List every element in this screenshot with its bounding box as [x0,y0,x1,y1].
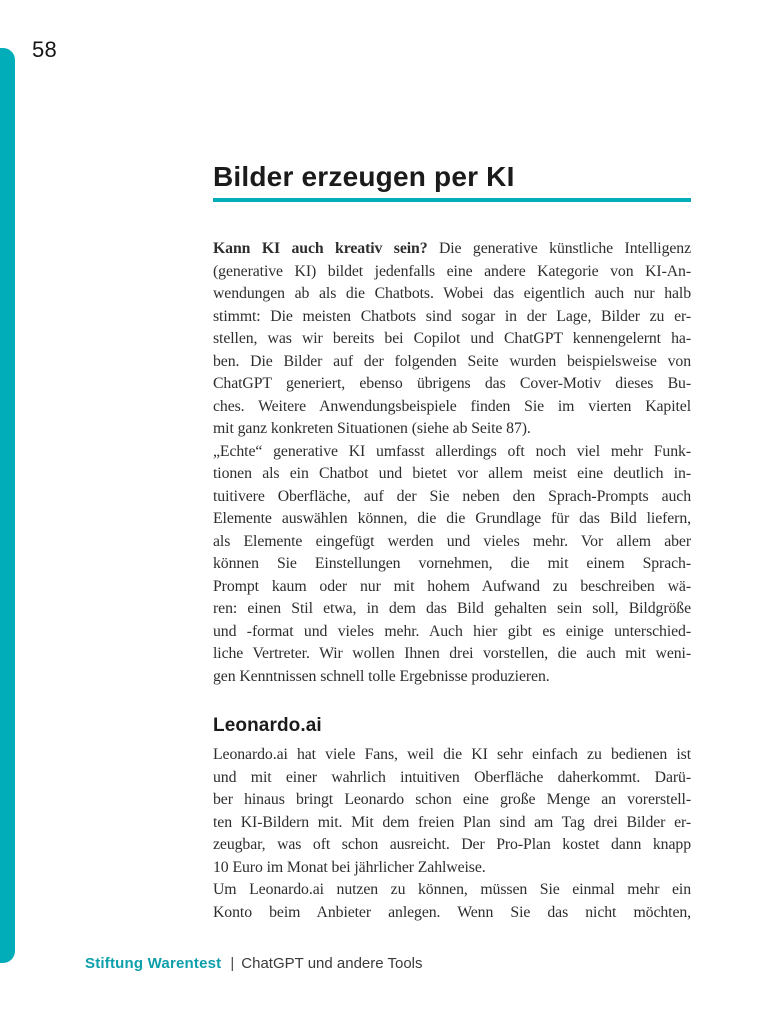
body-line: tuitivere Oberfläche, auf der Sie neben den Sprach-Prompts auch [213,487,691,505]
body-line: ben. Die Bilder auf der folgenden Seite wurden beispielsweise von [213,352,691,370]
body-line: ber hinaus bringt Leonardo schon eine große Menge an vorerstell- [213,791,691,808]
body-line: Elemente auswählen können, die die Grundlage für das Bild liefern, [213,510,691,527]
body-line: und mit einer wahrlich intuitiven Oberfläche daherkommt. Darü- [213,768,691,786]
body-line: stellen, was wir bereits bei Copilot und ChatGPT kennengelernt ha- [213,330,691,347]
body-line: mit ganz konkreten Situationen (siehe ab Seite 87). [213,420,531,437]
body-line: können Sie Einstellungen vornehmen, die mit einem Sprach- [213,555,691,572]
footer-separator: | [230,955,235,972]
chapter-title: Bilder erzeugen per KI [213,160,691,202]
body-line: Konto beim Anbieter anlegen. Wenn Sie das nicht möchten, [213,903,691,921]
body-line: liche Vertreter. Wir wollen Ihnen drei vorstellen, die auch mit weni- [213,645,691,662]
paragraph-leonardo-1 [213,744,691,879]
body-line: ten KI-Bildern mit. Mit dem freien Plan sind am Tag drei Bilder er- [213,813,691,831]
page-footer [85,955,423,972]
paragraph-intro [213,238,691,441]
body-line: ren: einen Stil etwa, in dem das Bild gehalten sein soll, Bildgröße [213,600,691,617]
paragraph-leonardo-2 [213,879,691,924]
body-line: als Elemente eingefügt werden und vieles mehr. Vor allem aber [213,532,691,550]
paragraph-echte-ki [213,441,691,689]
body-line: tionen als ein Chatbot und bietet vor allem meist eine deutlich in- [213,465,691,482]
page-edge-accent-bar [0,48,15,963]
body-line: und -format und vieles mehr. Auch hier gibt es einige unterschied- [213,622,691,640]
body-line: 10 Euro im Monat bei jährlicher Zahlweise. [213,858,486,876]
section-subheading-leonardo: Leonardo.ai [213,715,322,736]
body-line-text: Die generative künstliche Intelligenz [427,240,691,257]
page-number: 58 [32,37,58,62]
body-line: ChatGPT generiert, ebenso übrigens das Cover-Motiv dieses Bu- [213,375,691,392]
body-line: Leonardo.ai hat viele Fans, weil die KI sehr einfach zu bedienen ist [213,746,691,763]
body-line: „Echte“ generative KI umfasst allerdings oft noch viel mehr Funk- [213,442,691,460]
body-line [213,238,691,261]
body-line: zeugbar, was oft schon ausreicht. Der Pro-Plan kostet dann knapp [213,836,691,853]
body-line: ches. Weitere Anwendungsbeispiele finden Sie im vierten Kapitel [213,397,691,415]
body-line: Prompt kaum oder nur mit hohem Aufwand zu beschreiben wä- [213,577,691,595]
publisher-name: Stiftung Warentest [85,955,222,972]
book-title: ChatGPT und andere Tools [241,955,423,972]
paragraph-lead: Kann KI auch kreativ sein? [213,240,428,257]
body-line: Um Leonardo.ai nutzen zu können, müssen Sie einmal mehr ein [213,881,691,898]
body-line: wendungen ab als die Chatbots. Wobei das eigentlich auch nur halb [213,285,691,302]
body-line: gen Kenntnissen schnell tolle Ergebnisse produzieren. [213,667,550,685]
article-column [213,160,691,924]
body-line: stimmt: Die meisten Chatbots sind sogar in der Lage, Bilder zu er- [213,307,691,325]
body-line: (generative KI) bildet jedenfalls eine andere Kategorie von KI-An- [213,262,691,280]
